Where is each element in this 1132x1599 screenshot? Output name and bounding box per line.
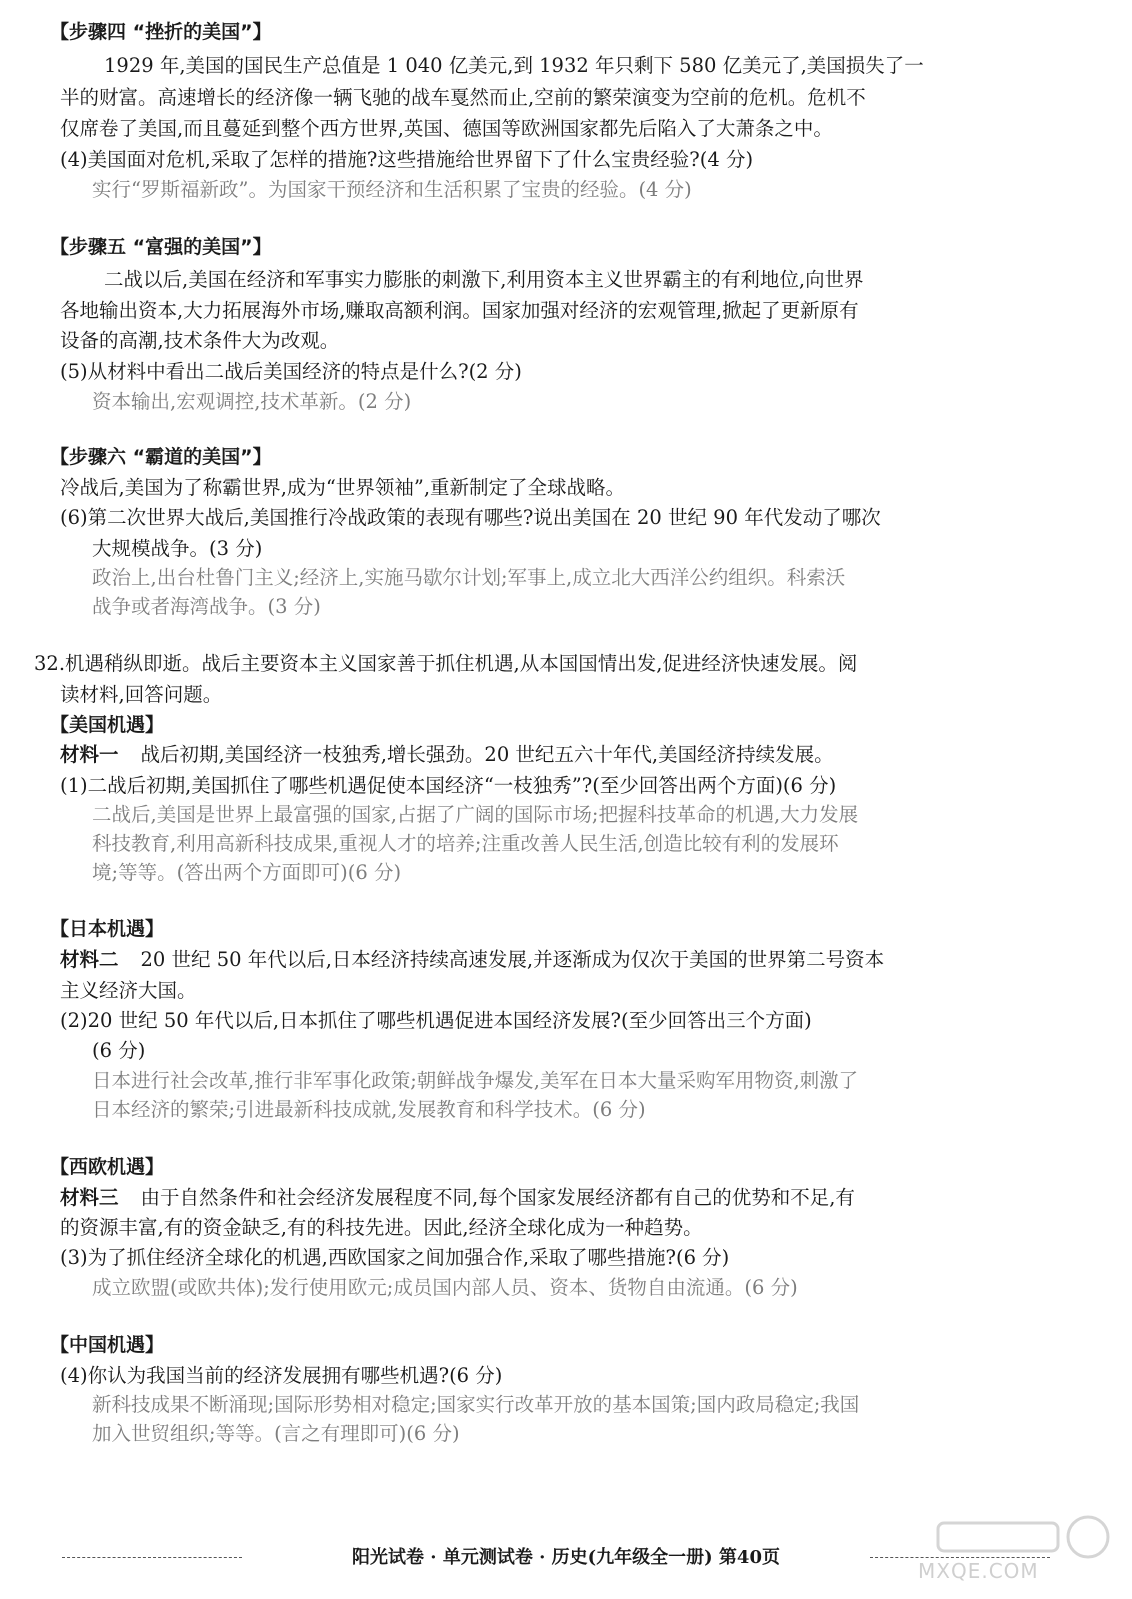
material-line [60, 741, 834, 769]
section-title: 【日本机遇】 [50, 918, 165, 940]
question-text: 大规模战争。(3 分) [92, 537, 263, 560]
material-line [60, 946, 884, 974]
body-text: 仅席卷了美国,而且蔓延到整个西方世界,英国、德国等欧洲国家都先后陷入了大萧条之中。 [60, 117, 833, 140]
body-text: 各地输出资本,大力拓展海外市场,赚取高额利润。国家加强对经济的宏观管理,掀起了更新原有 [60, 299, 859, 322]
question-text: (1)二战后初期,美国抓住了哪些机遇促使本国经济“一枝独秀”?(至少回答出两个方面)(6 分) [60, 774, 837, 797]
section-title: 【步骤六 “霸道的美国”】 [50, 446, 272, 468]
material-text: 由于自然条件和社会经济发展程度不同,每个国家发展经济都有自己的优势和不足,有 [140, 1186, 855, 1209]
question-text: (6)第二次世界大战后,美国推行冷战政策的表现有哪些?说出美国在 20 世纪 90 年代发动了哪次 [60, 506, 881, 529]
question-text: (2)20 世纪 50 年代以后,日本抓住了哪些机遇促进本国经济发展?(至少回答出三个方面) [60, 1009, 812, 1032]
answer-text: 日本经济的繁荣;引进最新科技成就,发展教育和科学技术。(6 分) [92, 1098, 646, 1121]
question-text: (6 分) [92, 1039, 146, 1062]
answer-text: 政治上,出台杜鲁门主义;经济上,实施马歇尔计划;军事上,成立北大西洋公约组织。科索沃 [92, 566, 846, 589]
material-text: 20 世纪 50 年代以后,日本经济持续高速发展,并逐渐成为仅次于美国的世界第二号资本 [140, 948, 885, 971]
answer-text: 实行“罗斯福新政”。为国家干预经济和生活积累了宝贵的经验。(4 分) [92, 178, 692, 201]
body-text: 半的财富。高速增长的经济像一辆飞驰的战车戛然而止,空前的繁荣演变为空前的危机。危机不 [60, 86, 866, 109]
material-line [60, 1184, 855, 1212]
question-text: (5)从材料中看出二战后美国经济的特点是什么?(2 分) [60, 360, 522, 383]
material-text: 的资源丰富,有的资金缺乏,有的科技先进。因此,经济全球化成为一种趋势。 [60, 1216, 703, 1239]
question-intro: 32.机遇稍纵即逝。战后主要资本主义国家善于抓住机遇,从本国国情出发,促进经济快速发展。阅 [34, 652, 858, 675]
watermark-text: MXQE.COM [918, 1559, 1039, 1583]
question-text: (3)为了抓住经济全球化的机遇,西欧国家之间加强合作,采取了哪些措施?(6 分) [60, 1246, 730, 1269]
material-label: 材料三 [60, 1186, 119, 1209]
answer-text: 境;等等。(答出两个方面即可)(6 分) [92, 861, 402, 884]
section-title: 【步骤五 “富强的美国”】 [50, 236, 272, 258]
body-text: 1929 年,美国的国民生产总值是 1 040 亿美元,到 1932 年只剩下 580 亿美元了,美国损失了一 [104, 54, 924, 77]
answer-text: 战争或者海湾战争。(3 分) [92, 595, 321, 618]
answer-text: 成立欧盟(或欧共体);发行使用欧元;成员国内部人员、资本、货物自由流通。(6 分) [92, 1276, 798, 1299]
watermark-graphic [918, 1513, 1118, 1563]
page-footer: 阳光试卷 · 单元测试卷 · 历史(九年级全一册) 第40页 [352, 1547, 780, 1568]
answer-text: 二战后,美国是世界上最富强的国家,占据了广阔的国际市场;把握科技革命的机遇,大力发展 [92, 803, 859, 826]
body-text: 冷战后,美国为了称霸世界,成为“世界领袖”,重新制定了全球战略。 [60, 476, 626, 499]
answer-text: 新科技成果不断涌现;国际形势相对稳定;国家实行改革开放的基本国策;国内政局稳定;我国 [92, 1393, 860, 1416]
material-label: 材料二 [60, 948, 119, 971]
body-text: 二战以后,美国在经济和军事实力膨胀的刺激下,利用资本主义世界霸主的有利地位,向世界 [104, 268, 864, 291]
section-title: 【步骤四 “挫折的美国”】 [50, 21, 272, 43]
section-title: 【西欧机遇】 [50, 1156, 165, 1178]
answer-text: 加入世贸组织;等等。(言之有理即可)(6 分) [92, 1422, 460, 1445]
material-label: 材料一 [60, 743, 119, 766]
section-title: 【中国机遇】 [50, 1334, 165, 1356]
material-text: 主义经济大国。 [60, 979, 197, 1002]
answer-text: 科技教育,利用高新科技成果,重视人才的培养;注重改善人民生活,创造比较有利的发展环 [92, 832, 839, 855]
question-intro: 读材料,回答问题。 [60, 683, 223, 706]
body-text: 设备的高潮,技术条件大为改观。 [60, 329, 340, 352]
section-title: 【美国机遇】 [50, 714, 165, 736]
question-text: (4)你认为我国当前的经济发展拥有哪些机遇?(6 分) [60, 1364, 503, 1387]
question-text: (4)美国面对危机,采取了怎样的措施?这些措施给世界留下了什么宝贵经验?(4 分) [60, 148, 754, 171]
answer-text: 日本进行社会改革,推行非军事化政策;朝鲜战争爆发,美军在日本大量采购军用物资,刺激了 [92, 1069, 859, 1092]
answer-text: 资本输出,宏观调控,技术革新。(2 分) [92, 390, 412, 413]
watermark-logo [918, 1513, 1118, 1583]
material-text: 战后初期,美国经济一枝独秀,增长强劲。20 世纪五六十年代,美国经济持续发展。 [140, 743, 834, 766]
